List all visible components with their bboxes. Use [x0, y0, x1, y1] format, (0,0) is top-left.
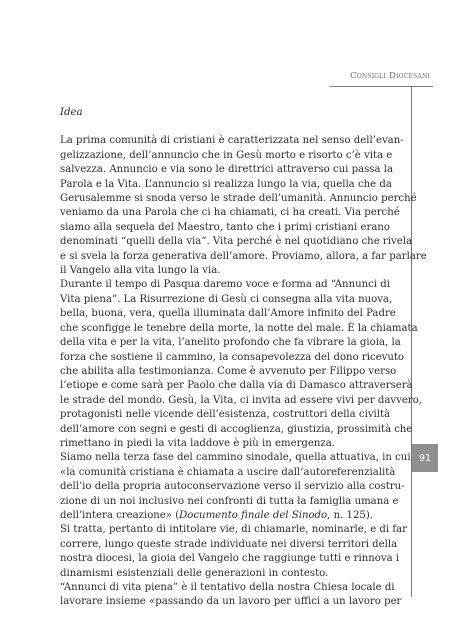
text-line: [60, 149, 393, 163]
text-line: [60, 423, 413, 437]
text-line: [60, 509, 390, 523]
citation-title: Documento finale del Sinodo: [179, 509, 328, 521]
header-rule: [330, 86, 433, 87]
text-line-content: dell’amore con segni e gesti di accoglienza, giustizia, prossimità che: [60, 423, 413, 435]
text-line: [60, 293, 393, 307]
text-line-content: dell’intera creazione» (: [60, 509, 180, 521]
text-line-content: Si tratta, pertanto di intitolare vie, di chiamarle, nominarle, e di far: [60, 524, 407, 536]
text-line-content: “Annunci di vita piena” è il tentativo della nostra Chiesa locale di: [60, 582, 395, 593]
page-number: 91: [418, 452, 432, 464]
text-line: [60, 523, 407, 537]
text-line-content: Durante il tempo di Pasqua daremo voce e forma ad “Annunci di: [60, 279, 390, 291]
text-line-content: nostra diocesi, la gioia del Vangelo che raggiunge tutti e rinnova i: [60, 553, 400, 565]
citation-reference: , n. 125).: [327, 509, 374, 521]
text-line-content: rimettano in piedi la vita laddove è più in emergenza.: [60, 437, 336, 449]
text-line: [60, 178, 390, 192]
text-line-content: salvezza. Annuncio e via sono le direttrici attraverso cui passa la: [60, 164, 394, 176]
text-line-content: veniamo da una Parola che ci ha chiamati, ci ha creati. Via perché: [60, 207, 400, 219]
text-line-content: e si svela la forza generativa dell’amore. Proviamo, allora, a far parlare: [60, 250, 427, 262]
text-line: [60, 466, 396, 480]
text-line-content: della vita e per la vita, l’anelito profondo che fa vibrare la gioia, la: [60, 337, 401, 349]
text-line-content: protagonisti nelle vicende dell’esistenza, costruttori della civiltà: [60, 409, 391, 421]
text-line: [60, 480, 405, 494]
text-line-content: bella, buona, vera, quella illuminata dall’Amore infinito del Padre: [60, 308, 396, 320]
text-line: [60, 552, 400, 566]
text-line-content: correre, lungo queste strade individuate nei diversi territori della: [60, 538, 398, 550]
text-line: [60, 595, 402, 609]
text-line: [60, 163, 394, 177]
text-line-content: forza che sostiene il cammino, la consapevolezza del dono ricevuto: [60, 351, 405, 363]
text-line: [60, 278, 390, 292]
text-line-content: gelizzazione, dell’annuncio che in Gesù morto e risorto c’è vita e: [60, 149, 393, 161]
text-line: [60, 206, 400, 220]
text-line: [60, 192, 417, 206]
text-line-content: che sconfigge le tenebre della morte, la notte del male. È la chiamata: [60, 322, 418, 334]
text-line: [60, 379, 413, 393]
text-line-content: Siamo nella terza fase del cammino sinodale, quella attuativa, in cui: [60, 452, 411, 464]
text-line: [60, 264, 390, 278]
text-line-content: denominati “quelli della via”. Vita perché è nel quotidiano che rivela: [60, 236, 412, 248]
text-line-content: La prima comunità di cristiani è caratterizzata nel senso dell’evan-: [60, 135, 404, 147]
text-line: [60, 581, 395, 595]
text-line: [60, 336, 401, 350]
text-line-content: lavorare insieme «passando da un lavoro per uffici a un lavoro per: [60, 596, 402, 608]
text-line-content: «la comunità cristiana è chiamata a uscire dall’autoreferenzialità: [60, 466, 396, 478]
text-line-content: dinamismi esistenziali delle generazioni in contesto.: [60, 567, 329, 579]
text-line-content: zione di un noi inclusivo nei confronti di tutta la famiglia umana e: [60, 495, 399, 507]
text-line-content: Vita piena”. La Risurrezione di Gesù ci consegna alla vita nuova,: [60, 293, 393, 305]
text-line: [60, 437, 390, 451]
text-line: [60, 250, 427, 264]
text-line-content: Gerusalemme si snoda verso le strade dell’umanità. Annuncio perché: [60, 193, 417, 205]
text-line: [60, 221, 390, 235]
section-heading: Idea: [60, 107, 83, 118]
text-line: [60, 365, 397, 379]
text-line-content: siamo alla sequela del Maestro, tanto che i primi cristiani erano: [60, 221, 390, 233]
text-line: [60, 538, 398, 552]
text-line-content: le strade del mondo. Gesù, la Vita, ci invita ad essere vivi per davvero,: [60, 394, 423, 406]
text-line: [60, 451, 411, 465]
text-line: [60, 322, 418, 336]
text-line: [60, 567, 390, 581]
text-line-content: che abilita alla testimonianza. Come è avvenuto per Filippo verso: [60, 365, 397, 377]
text-line: [60, 408, 390, 422]
text-line-content: il Vangelo alla vita lungo la via.: [60, 265, 221, 277]
text-line: [60, 495, 399, 509]
text-line: [60, 235, 412, 249]
text-line-content: l’etiope e come sarà per Paolo che dalla via di Damasco attraverserà: [60, 380, 413, 392]
text-line: [60, 134, 404, 148]
page-number-tab: [412, 444, 438, 472]
text-line: [60, 307, 396, 321]
text-line-content: dell’io della propria autoconservazione verso il servizio alla costru-: [60, 481, 405, 493]
text-line: [60, 351, 405, 365]
running-header: Consigli Diocesani: [350, 71, 430, 81]
margin-rule: [411, 86, 412, 597]
text-line: [60, 394, 423, 408]
text-line-content: Parola e la Vita. L’annuncio si realizza lungo la via, quella che da: [60, 178, 392, 190]
